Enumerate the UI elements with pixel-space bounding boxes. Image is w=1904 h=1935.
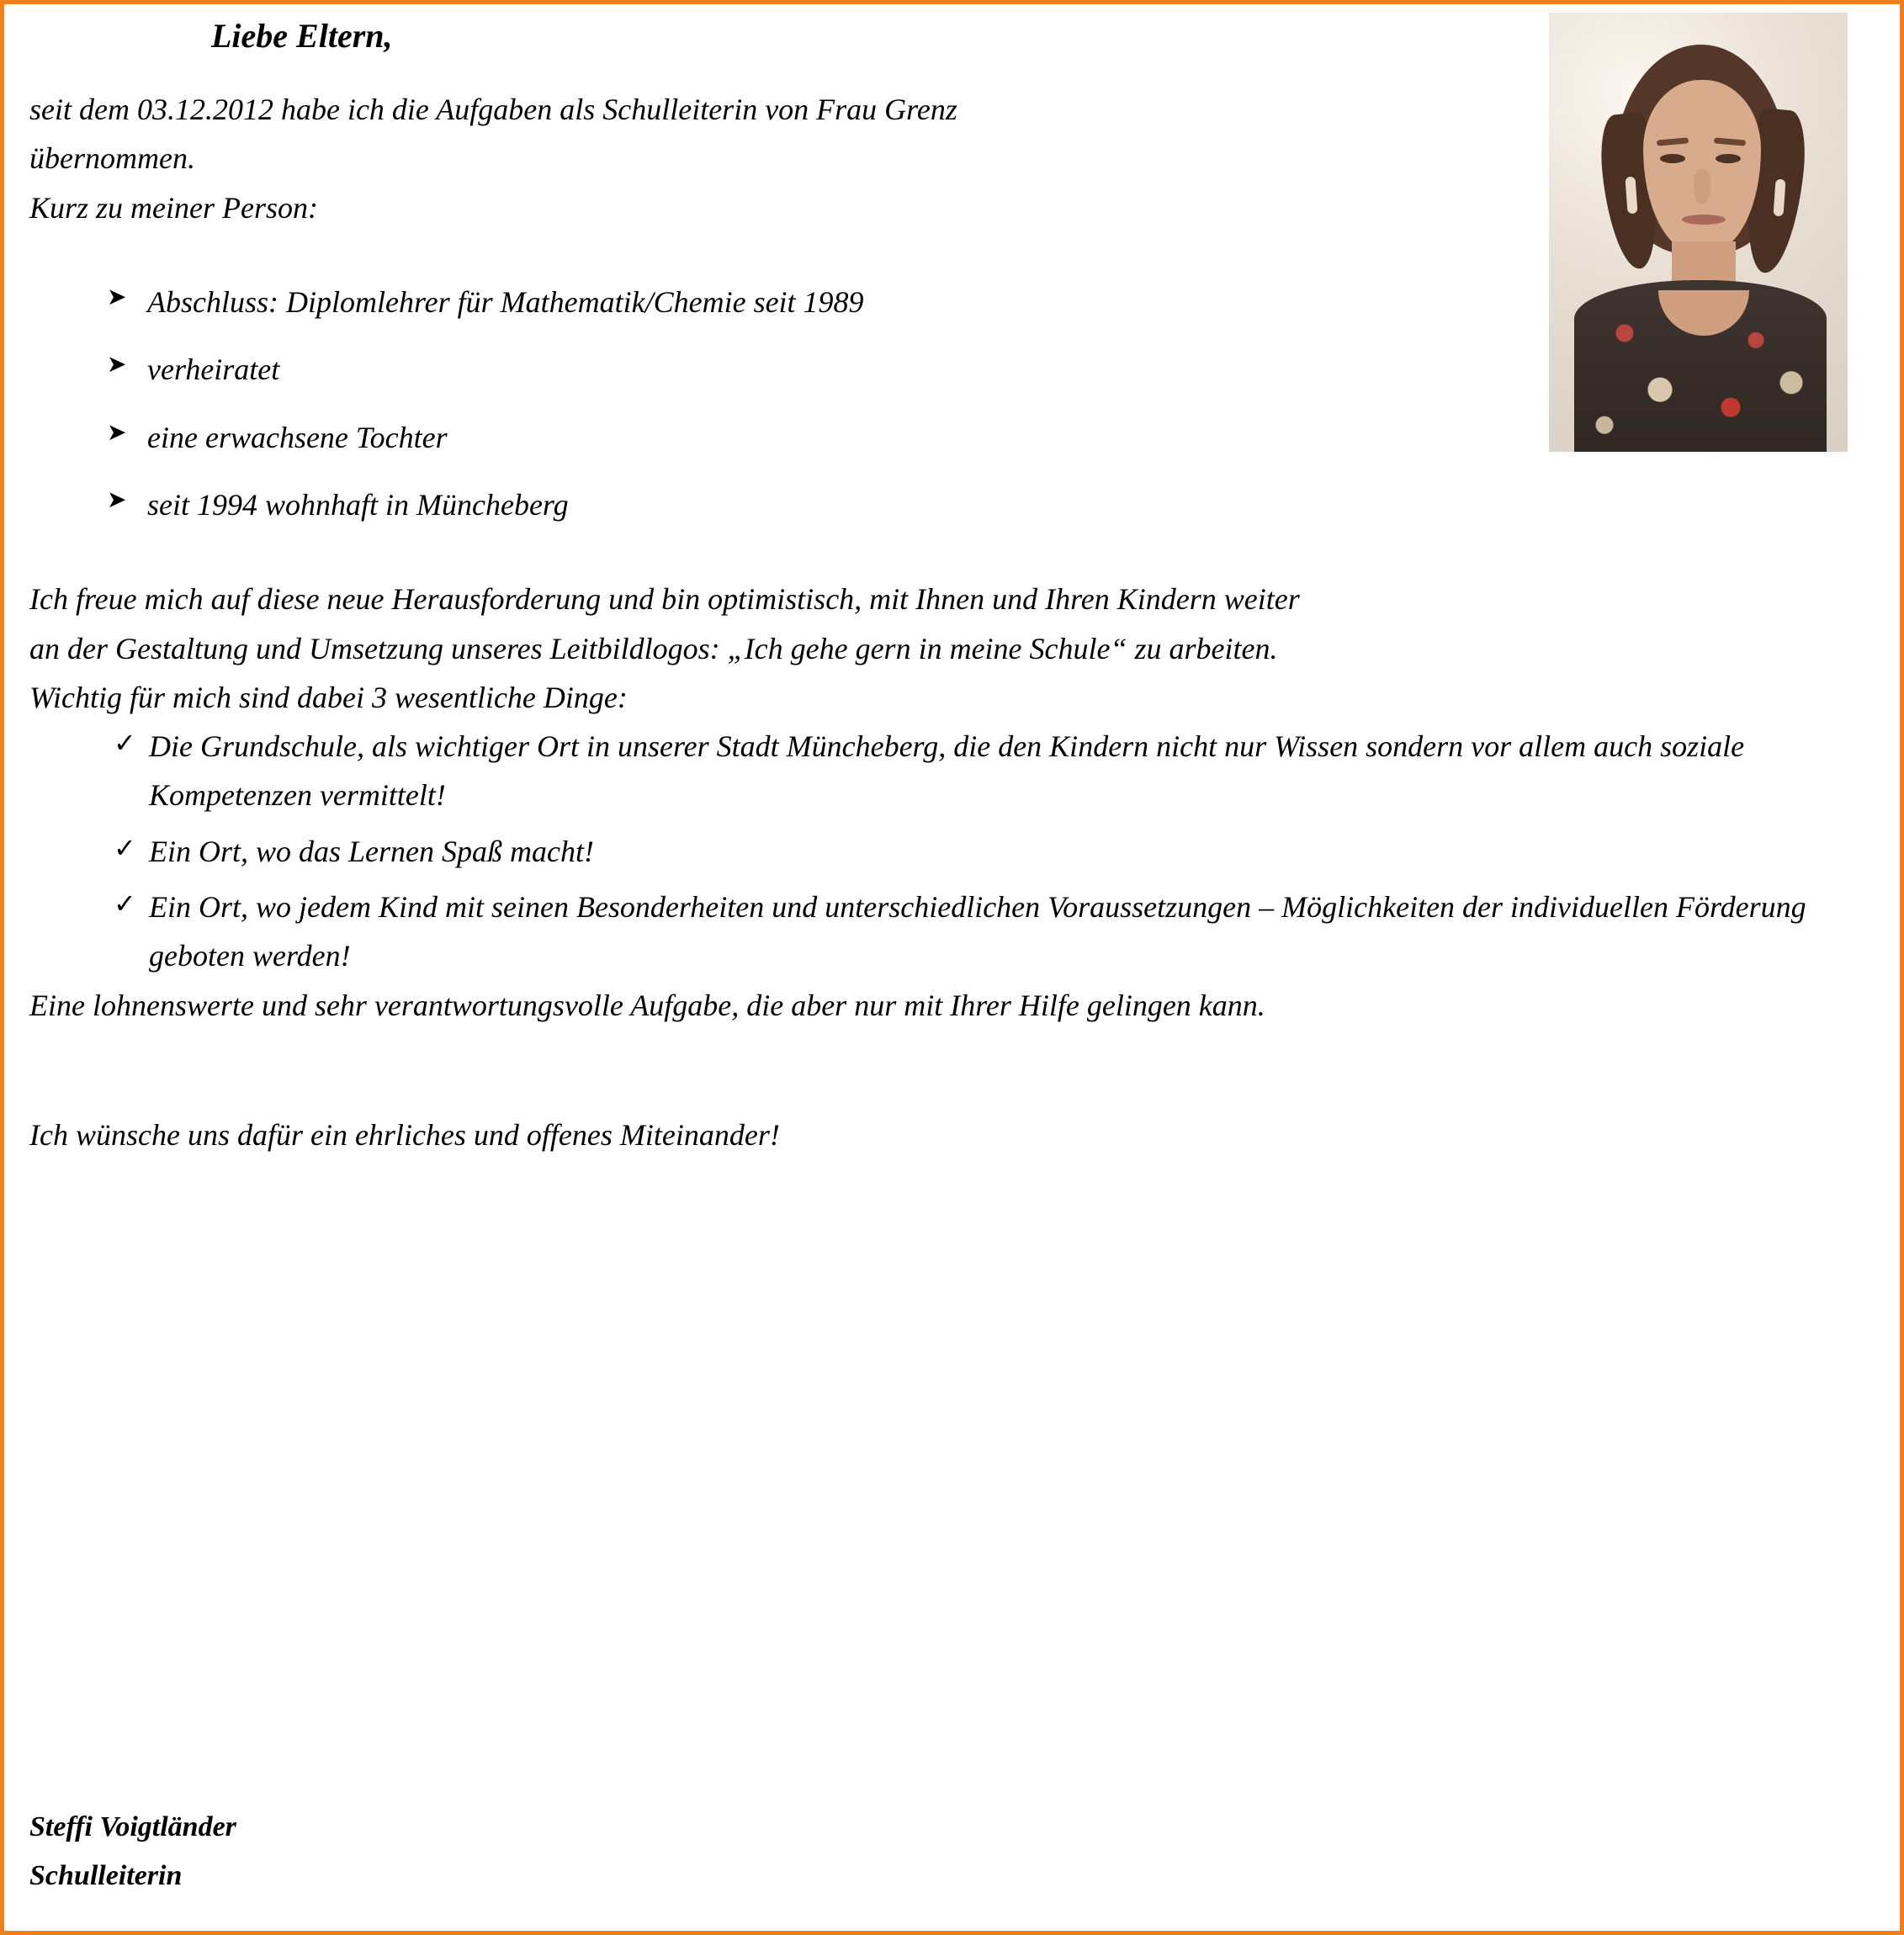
spacer	[29, 529, 1849, 575]
eye-right	[1716, 154, 1741, 163]
face-shape	[1643, 80, 1761, 252]
middle-block	[29, 575, 1849, 722]
salutation: Liebe Eltern,	[211, 17, 393, 55]
closing-paragraph-1: Eine lohnenswerte und sehr verantwortungsvolle Aufgabe, die aber nur mit Ihrer Hilfe gelingen kann.	[29, 988, 1265, 1022]
list-item: ✓ Ein Ort, wo jedem Kind mit seinen Besonderheiten und unterschiedlichen Voraussetzungen – Möglichkeiten der individuellen Förderung geboten werden!	[29, 883, 1849, 981]
signature-block	[29, 1803, 236, 1901]
intro-line-3: Kurz zu meiner Person:	[29, 190, 318, 225]
middle-line-3: Wichtig für mich sind dabei 3 wesentliche Dinge:	[29, 680, 628, 714]
list-item: ➤ eine erwachsene Tochter	[29, 413, 1849, 462]
intro-line-2: übernommen.	[29, 141, 195, 176]
list-item: ➤ verheiratet	[29, 345, 1849, 394]
list-item: ✓ Ein Ort, wo das Lernen Spaß macht!	[29, 827, 1849, 876]
mouth-shape	[1682, 215, 1726, 225]
list-item: ➤ Abschluss: Diplomlehrer für Mathematik/Chemie seit 1989	[29, 278, 1849, 326]
nose-shape	[1694, 169, 1710, 204]
spacer	[29, 1030, 1849, 1111]
closing-paragraph-2: Ich wünsche uns dafür ein ehrliches und offenes Miteinander!	[29, 1118, 780, 1152]
middle-line-2: an der Gestaltung und Umsetzung unseres Leitbildlogos: „Ich gehe gern in meine Schule“ zu arbeiten.	[29, 631, 1278, 665]
list-item: ➤ seit 1994 wohnhaft in Müncheberg	[29, 480, 1849, 529]
intro-line-1: seit dem 03.12.2012 habe ich die Aufgaben als Schulleiterin von Frau Grenz	[29, 93, 957, 126]
document-body	[4, 4, 1900, 1931]
eye-left	[1660, 154, 1685, 163]
list-item: ✓ Die Grundschule, als wichtiger Ort in unserer Stadt Müncheberg, die den Kindern nicht nur Wissen sondern vor allem auch soziale Kompetenzen vermittelt!	[29, 722, 1849, 820]
key-points-list	[29, 722, 1849, 981]
middle-line-1: Ich freue mich auf diese neue Herausforderung und bin optimistisch, mit Ihnen und Ihren Kindern weiter	[29, 582, 1300, 617]
signature-name: Steffi Voigtländer	[29, 1811, 236, 1843]
signature-role: Schulleiterin	[29, 1860, 183, 1892]
